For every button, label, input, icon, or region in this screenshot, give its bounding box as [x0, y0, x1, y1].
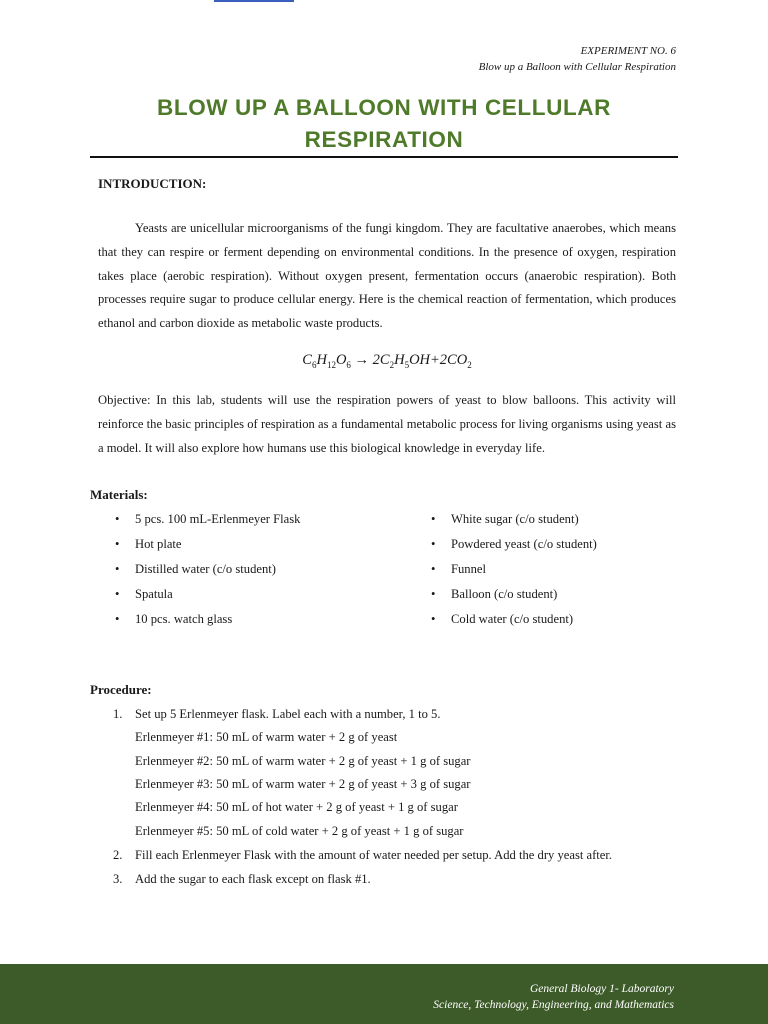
title-line-1: BLOW UP A BALLOON WITH CELLULAR — [157, 95, 611, 120]
setup-line: Erlenmeyer #2: 50 mL of warm water + 2 g of yeast + 1 g of sugar — [135, 754, 471, 768]
objective-paragraph: Objective: In this lab, students will use the respiration powers of yeast to blow balloons. This activity will reinforce the basic principles of respiration as a fundamental metabolic process for living organisms using yeast as a model. It will also explore how humans use this biological knowledge in everyday life. — [98, 393, 676, 455]
setup-line: Erlenmeyer #3: 50 mL of warm water + 2 g of yeast + 3 g of sugar — [135, 777, 471, 791]
materials-list-left — [115, 508, 300, 633]
footer-strand: Science, Technology, Engineering, and Mathematics — [433, 998, 674, 1011]
step-number: 3. — [113, 872, 123, 886]
list-item: • Balloon (c/o student) — [431, 583, 597, 608]
procedure-step: Set up 5 Erlenmeyer flask. Label each with a number, 1 to 5. — [135, 707, 441, 721]
list-item: • 10 pcs. watch glass — [115, 608, 300, 633]
bullet-icon: • — [431, 612, 436, 626]
list-item: • 5 pcs. 100 mL-Erlenmeyer Flask — [115, 508, 300, 533]
footer-text — [433, 982, 674, 1013]
materials-heading: Materials: — [90, 487, 148, 502]
bullet-icon: • — [115, 612, 120, 626]
footer-course: General Biology 1- Laboratory — [529, 983, 674, 995]
bullet-icon: • — [431, 562, 436, 576]
bullet-icon: • — [431, 537, 436, 551]
list-item: • Cold water (c/o student) — [431, 608, 597, 633]
page-footer — [0, 964, 768, 1024]
setup-line: Erlenmeyer #5: 50 mL of cold water + 2 g of yeast + 1 g of sugar — [135, 824, 464, 838]
setup-line: Erlenmeyer #1: 50 mL of warm water + 2 g of yeast — [135, 730, 398, 744]
step-number: 2. — [113, 848, 123, 862]
bullet-icon: • — [115, 562, 120, 576]
procedure-heading: Procedure: — [90, 682, 152, 697]
page-title — [90, 92, 678, 156]
step-number: 1. — [113, 707, 123, 721]
list-item: • Spatula — [115, 583, 300, 608]
setup-line: Erlenmeyer #4: 50 mL of hot water + 2 g of yeast + 1 g of sugar — [135, 800, 458, 814]
bullet-icon: • — [431, 512, 436, 526]
list-item: • Funnel — [431, 558, 597, 583]
bullet-icon: • — [115, 587, 120, 601]
bullet-icon: • — [115, 512, 120, 526]
materials-list-right — [431, 508, 597, 633]
fermentation-equation: $C_6H_{12}O_6 \to 2C_2H_5OH+2CO_2$ — [302, 352, 472, 370]
bullet-icon: • — [431, 587, 436, 601]
title-line-2: RESPIRATION — [304, 127, 464, 152]
introduction-paragraph: Yeasts are unicellular microorganisms of the fungi kingdom. They are facultative anaerobes, which means that they can respire or ferment depending on environmental conditions. In the presence of oxygen, respiration takes place (aerobic respiration). Without oxygen present, fermentation occurs (anaerobic respiration). Both processes require sugar to produce cellular energy. Here is the chemical reaction of fermentation, which produces ethanol and carbon dioxide as metabolic waste products. — [98, 221, 676, 331]
experiment-subtitle: Blow up a Balloon with Cellular Respiration — [478, 61, 676, 73]
page-header — [479, 43, 676, 75]
procedure-step: Add the sugar to each flask except on flask #1. — [135, 872, 371, 886]
introduction-heading: INTRODUCTION: — [98, 176, 207, 191]
list-item: • White sugar (c/o student) — [431, 508, 597, 533]
title-divider — [90, 156, 678, 158]
list-item: • Powdered yeast (c/o student) — [431, 533, 597, 558]
top-accent-line — [214, 0, 294, 2]
procedure-step: Fill each Erlenmeyer Flask with the amount of water needed per setup. Add the dry yeast after. — [135, 848, 613, 862]
bullet-icon: • — [115, 537, 120, 551]
list-item: • Hot plate — [115, 533, 300, 558]
list-item: • Distilled water (c/o student) — [115, 558, 300, 583]
experiment-number: EXPERIMENT NO. 6 — [580, 45, 676, 57]
